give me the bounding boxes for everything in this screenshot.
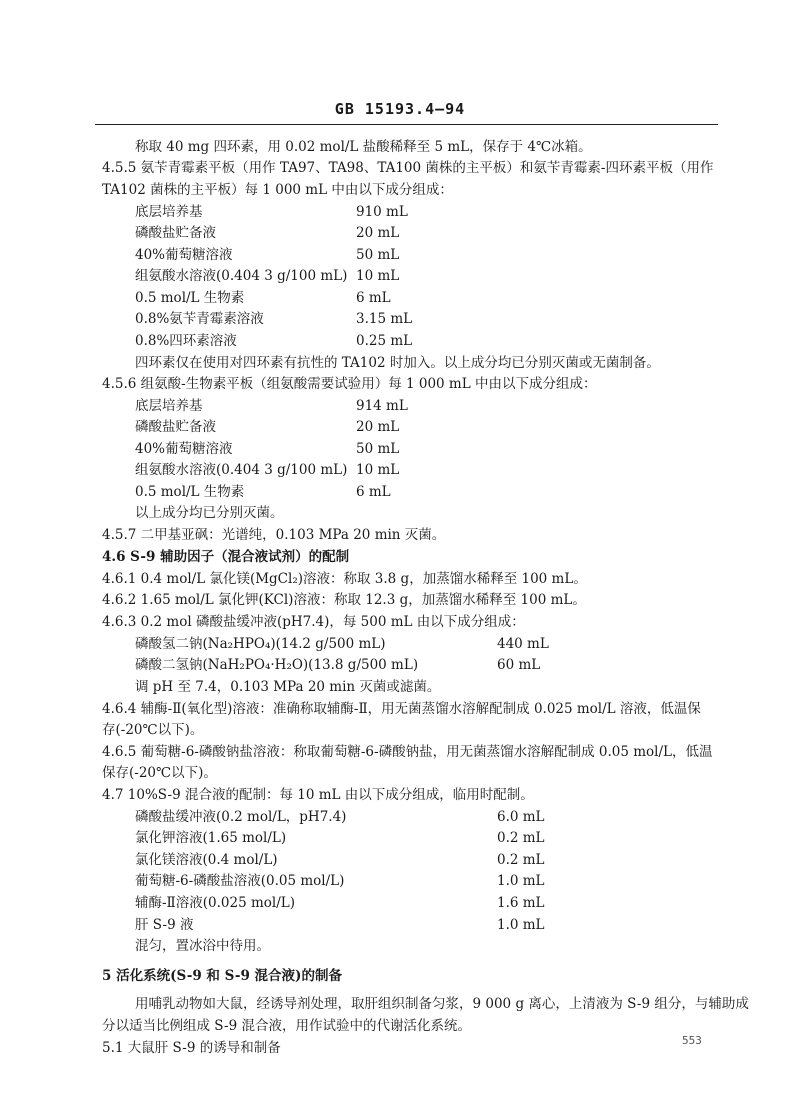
section-heading: 4.7 10%S-9 混合液的配制：每 10 mL 由以下成分组成，临用时配制。 <box>102 787 534 803</box>
ingredient-name: 组氨酸水溶液(0.404 3 g/100 mL) <box>135 268 348 284</box>
text-line: 保存(-20℃以下)。 <box>102 765 217 781</box>
text-line: 混匀，置冰浴中待用。 <box>135 938 270 954</box>
ingredient-amount: 50 mL <box>356 441 400 457</box>
ingredient-name: 40%葡萄糖溶液 <box>135 247 233 263</box>
text-line: 调 pH 至 7.4，0.103 MPa 20 min 灭菌或滤菌。 <box>135 679 441 695</box>
text-line: 称取 40 mg 四环素，用 0.02 mol/L 盐酸稀释至 5 mL，保存于 4℃冰箱。 <box>135 139 592 155</box>
text-line: 四环素仅在使用对四环素有抗性的 TA102 时加入。以上成分均已分别灭菌或无菌制备。 <box>135 355 660 371</box>
ingredient-amount: 914 mL <box>356 398 408 414</box>
section-heading: 4.5.6 组氨酸-生物素平板（组氨酸需要试验用）每 1 000 mL 中由以下成分组成： <box>102 376 597 392</box>
ingredient-amount: 440 mL <box>497 636 549 652</box>
ingredient-name: 0.5 mol/L 生物素 <box>135 484 245 500</box>
page-number: 553 <box>682 1034 702 1047</box>
ingredient-name: 肝 S-9 液 <box>135 917 194 933</box>
ingredient-amount: 1.0 mL <box>497 917 545 933</box>
section-heading: 4.6.5 葡萄糖-6-磷酸钠盐溶液：称取葡萄糖-6-磷酸钠盐，用无菌蒸馏水溶解配制成 0.05 mol/L，低温 <box>102 744 713 760</box>
ingredient-amount: 20 mL <box>356 419 400 435</box>
section-heading: 4.6 S-9 辅助因子（混合液试剂）的配制 <box>102 549 350 565</box>
ingredient-amount: 6 mL <box>356 484 391 500</box>
section-heading: 4.6.3 0.2 mol 磷酸盐缓冲液(pH7.4)，每 500 mL 由以下成分组成： <box>102 614 525 630</box>
section-heading: 4.5.7 二甲基亚砜：光谱纯，0.103 MPa 20 min 灭菌。 <box>102 527 446 543</box>
ingredient-name: 磷酸盐贮备液 <box>135 419 216 435</box>
ingredient-name: 0.8%四环素溶液 <box>135 333 237 349</box>
ingredient-name: 0.5 mol/L 生物素 <box>135 290 245 306</box>
ingredient-amount: 6.0 mL <box>497 809 545 825</box>
ingredient-amount: 10 mL <box>356 462 400 478</box>
ingredient-name: 底层培养基 <box>135 204 203 220</box>
ingredient-name: 氯化钾溶液(1.65 mol/L) <box>135 830 287 846</box>
section-heading: 5.1 大鼠肝 S-9 的诱导和制备 <box>102 1040 281 1056</box>
ingredient-amount: 910 mL <box>356 204 408 220</box>
ingredient-name: 组氨酸水溶液(0.404 3 g/100 mL) <box>135 462 348 478</box>
text-line: 存(-20℃以下)。 <box>102 722 204 738</box>
ingredient-amount: 0.25 mL <box>356 333 413 349</box>
section-heading: 4.5.5 氨苄青霉素平板（用作 TA97、TA98、TA100 菌株的主平板）和氨苄青霉素-四环素平板（用作 <box>102 160 714 176</box>
text-line: 以上成分均已分别灭菌。 <box>135 505 284 521</box>
text-line: 用哺乳动物如大鼠，经诱导剂处理，取肝组织制备匀浆，9 000 g 离心，上清液为 S-9 组分，与辅助成 <box>135 996 749 1012</box>
ingredient-name: 磷酸盐缓冲液(0.2 mol/L，pH7.4) <box>135 809 347 825</box>
ingredient-name: 磷酸二氢钠(NaH₂PO₄·H₂O)(13.8 g/500 mL) <box>135 657 419 673</box>
text-line: 分以适当比例组成 S-9 混合液，用作试验中的代谢活化系统。 <box>102 1018 471 1034</box>
ingredient-name: 40%葡萄糖溶液 <box>135 441 233 457</box>
ingredient-amount: 6 mL <box>356 290 391 306</box>
ingredient-name: 氯化镁溶液(0.4 mol/L) <box>135 852 278 868</box>
text-line: TA102 菌株的主平板）每 1 000 mL 中由以下成分组成： <box>102 182 453 198</box>
section-heading: 4.6.1 0.4 mol/L 氯化镁(MgCl₂)溶液：称取 3.8 g，加蒸馏水稀释至 100 mL。 <box>102 571 587 587</box>
ingredient-name: 底层培养基 <box>135 398 203 414</box>
ingredient-name: 0.8%氨苄青霉素溶液 <box>135 311 264 327</box>
ingredient-amount: 0.2 mL <box>497 852 545 868</box>
chapter-heading: 5 活化系统(S-9 和 S-9 混合液)的制备 <box>102 968 342 984</box>
ingredient-amount: 20 mL <box>356 225 400 241</box>
ingredient-amount: 50 mL <box>356 247 400 263</box>
ingredient-amount: 1.6 mL <box>497 895 545 911</box>
ingredient-name: 辅酶-Ⅱ溶液(0.025 mol/L) <box>135 895 295 911</box>
ingredient-name: 葡萄糖-6-磷酸盐溶液(0.05 mol/L) <box>135 873 345 889</box>
section-heading: 4.6.4 辅酶-Ⅱ(氧化型)溶液：准确称取辅酶-Ⅱ，用无菌蒸馏水溶解配制成 0.025 mol/L 溶液，低温保 <box>102 701 701 717</box>
header-rule <box>95 124 718 125</box>
ingredient-amount: 60 mL <box>497 657 541 673</box>
ingredient-amount: 0.2 mL <box>497 830 545 846</box>
section-heading: 4.6.2 1.65 mol/L 氯化钾(KCl)溶液：称取 12.3 g，加蒸馏水稀释至 100 mL。 <box>102 592 586 608</box>
ingredient-name: 磷酸氢二钠(Na₂HPO₄)(14.2 g/500 mL) <box>135 636 386 652</box>
ingredient-amount: 10 mL <box>356 268 400 284</box>
ingredient-amount: 1.0 mL <box>497 873 545 889</box>
document-header: GB 15193.4—94 <box>334 100 466 118</box>
ingredient-amount: 3.15 mL <box>356 311 413 327</box>
ingredient-name: 磷酸盐贮备液 <box>135 225 216 241</box>
